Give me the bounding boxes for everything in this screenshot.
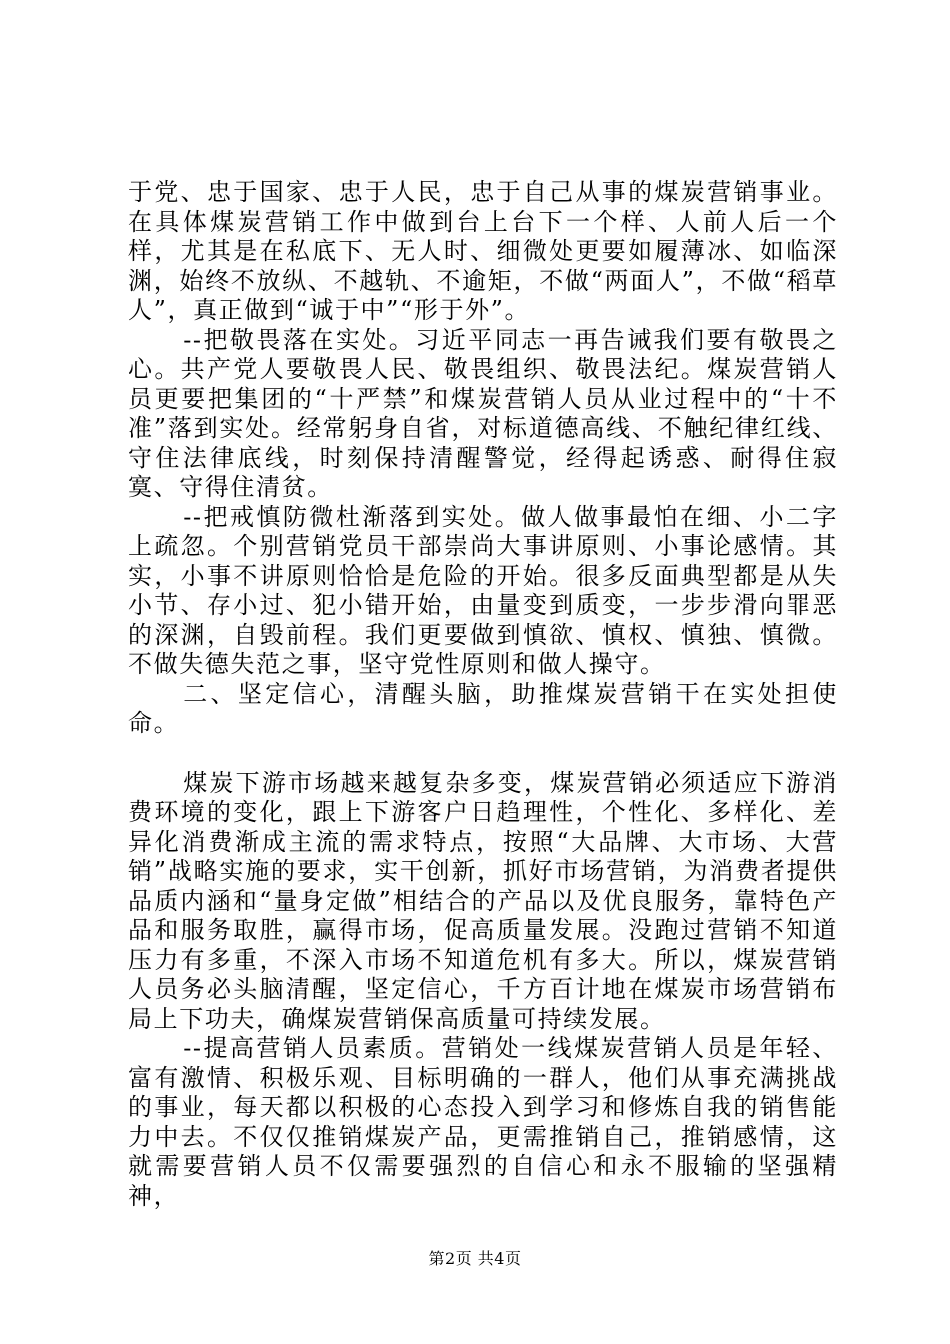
paragraph-awe: --把敬畏落在实处。习近平同志一再告诫我们要有敬畏之心。共产党人要敬畏人民、敬畏组织、敬畏法纪。煤炭营销人员更要把集团的“十严禁”和煤炭营销人员从业过程中的“十不准”落到实处。经常躬身自省，对标道德高线、不触纪律红线、守住法律底线，时刻保持清醒警觉，经得起诱惑、耐得住寂寞、守得住清贫。: [128, 325, 838, 501]
page-number-footer: 第2页 共4页: [428, 1249, 522, 1268]
paragraph-gap: [128, 739, 838, 769]
paragraph-caution: --把戒慎防微杜渐落到实处。做人做事最怕在细、小二字上疏忽。个别营销党员干部崇尚大事讲原则、小事论感情。其实，小事不讲原则恰恰是危险的开始。很多反面典型都是从失小节、存小过、犯小错开始，由量变到质变，一步步滑向罪恶的深渊，自毁前程。我们更要做到慎欲、慎权、慎独、慎微。不做失德失范之事，坚守党性原则和做人操守。: [128, 502, 838, 678]
paragraph-continuation: 于党、忠于国家、忠于人民，忠于自己从事的煤炭营销事业。在具体煤炭营销工作中做到台上台下一个样、人前人后一个样，尤其是在私底下、无人时、细微处更要如履薄冰、如临深渊，始终不放纵、不越轨、不逾矩，不做“两面人”，不做“稻草人”，真正做到“诚于中”“形于外”。: [128, 178, 838, 324]
paragraph-staff-quality: --提高营销人员素质。营销处一线煤炭营销人员是年轻、富有激情、积极乐观、目标明确的一群人，他们从事充满挑战的事业，每天都以积极的心态投入到学习和修炼自我的销售能力中去。不仅仅推销煤炭产品，更需推销自己，推销感情，这就需要营销人员不仅需要强烈的自信心和永不服输的坚强精神，: [128, 1034, 838, 1210]
document-body: [128, 178, 838, 1211]
section-heading-2: 二、坚定信心，清醒头脑，助推煤炭营销干在实处担使命。: [128, 679, 838, 737]
paragraph-market: 煤炭下游市场越来越复杂多变，煤炭营销必须适应下游消费环境的变化，跟上下游客户日趋理性，个性化、多样化、差异化消费渐成主流的需求特点，按照“大品牌、大市场、大营销”战略实施的要求，实干创新，抓好市场营销，为消费者提供品质内涵和“量身定做”相结合的产品以及优良服务，靠特色产品和服务取胜，赢得市场，促高质量发展。没跑过营销不知道压力有多重，不深入市场不知道危机有多大。所以，煤炭营销人员务必头脑清醒，坚定信心，千方百计地在煤炭市场营销布局上下功夫，确煤炭营销保高质量可持续发展。: [128, 768, 838, 1033]
